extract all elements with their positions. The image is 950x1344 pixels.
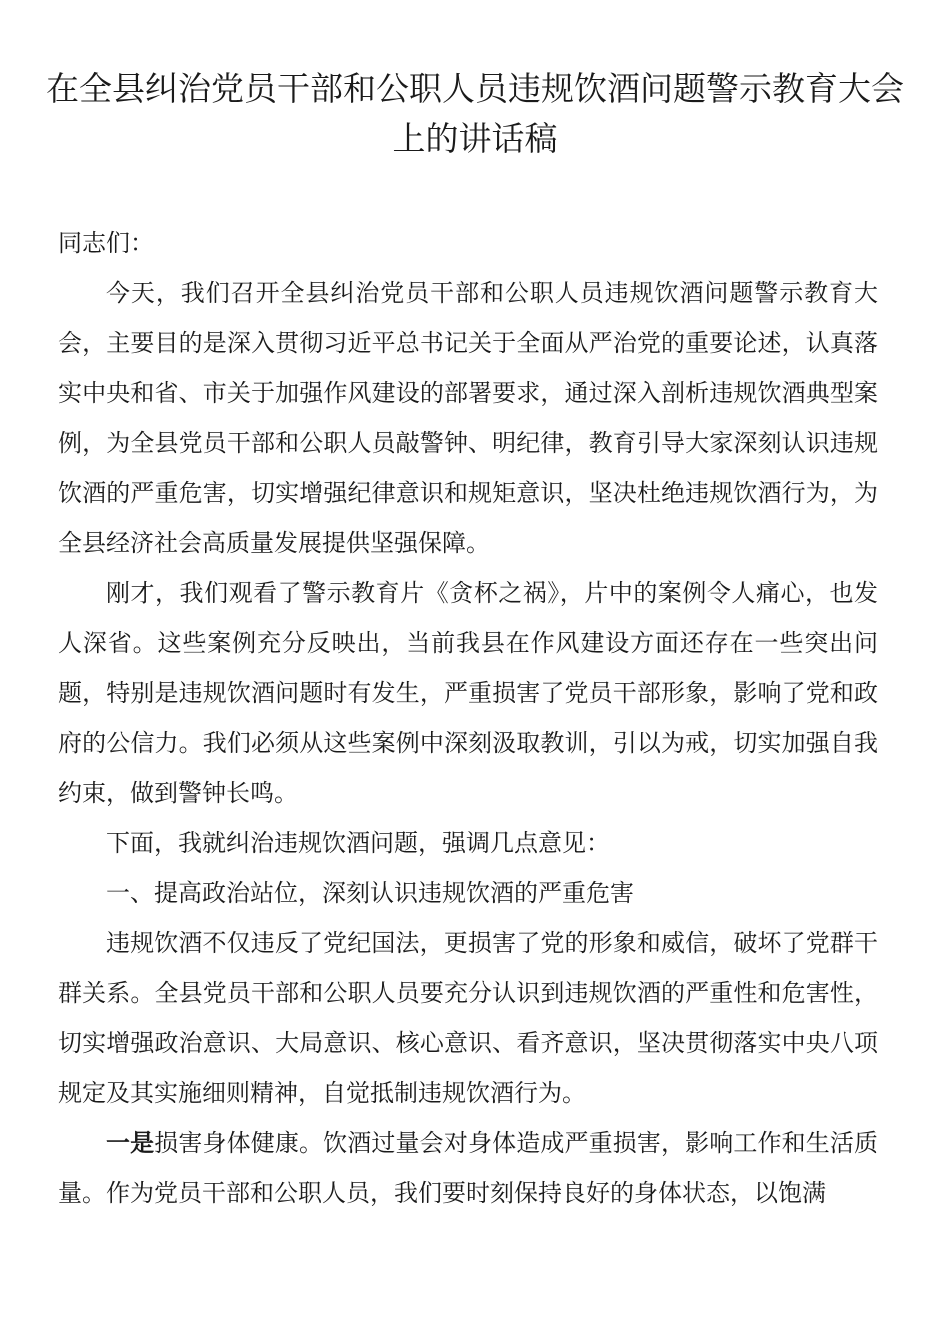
paragraph-point-one	[58, 1118, 878, 1218]
paragraph-opening: 今天，我们召开全县纠治党员干部和公职人员违规饮酒问题警示教育大会，主要目的是深入贯彻习近平总书记关于全面从严治党的重要论述，认真落实中央和省、市关于加强作风建设的部署要求，通过深入剖析违规饮酒典型案例，为全县党员干部和公职人员敲警钟、明纪律，教育引导大家深刻认识违规饮酒的严重危害，切实增强纪律意识和规矩意识，坚决杜绝违规饮酒行为，为全县经济社会高质量发展提供坚强保障。	[58, 279, 878, 557]
point-one-lead: 一是	[106, 1129, 155, 1157]
document-title: 在全县纠治党员干部和公职人员违规饮酒问题警示教育大会上的讲话稿	[46, 69, 904, 158]
paragraph-section-one: 违规饮酒不仅违反了党纪国法，更损害了党的形象和威信，破坏了党群干群关系。全县党员干部和公职人员要充分认识到违规饮酒的严重性和危害性，切实增强政治意识、大局意识、核心意识、看齐意识，坚决贯彻落实中央八项规定及其实施细则精神，自觉抵制违规饮酒行为。	[58, 929, 878, 1107]
paragraph-transition: 下面，我就纠治违规饮酒问题，强调几点意见：	[106, 829, 610, 857]
point-one-text: 损害身体健康。饮酒过量会对身体造成严重损害，影响工作和生活质量。作为党员干部和公职人员，我们要时刻保持良好的身体状态，以饱满	[58, 1129, 879, 1207]
section-heading: 一、提高政治站位，深刻认识违规饮酒的严重危害	[106, 879, 634, 907]
paragraph-warning-film: 刚才，我们观看了警示教育片《贪杯之祸》，片中的案例令人痛心，也发人深省。这些案例充分反映出，当前我县在作风建设方面还存在一些突出问题，特别是违规饮酒问题时有发生，严重损害了党员干部形象，影响了党和政府的公信力。我们必须从这些案例中深刻汲取教训，引以为戒，切实加强自我约束，做到警钟长鸣。	[58, 579, 878, 807]
salutation: 同志们：	[58, 229, 154, 257]
document-body	[58, 218, 878, 1218]
